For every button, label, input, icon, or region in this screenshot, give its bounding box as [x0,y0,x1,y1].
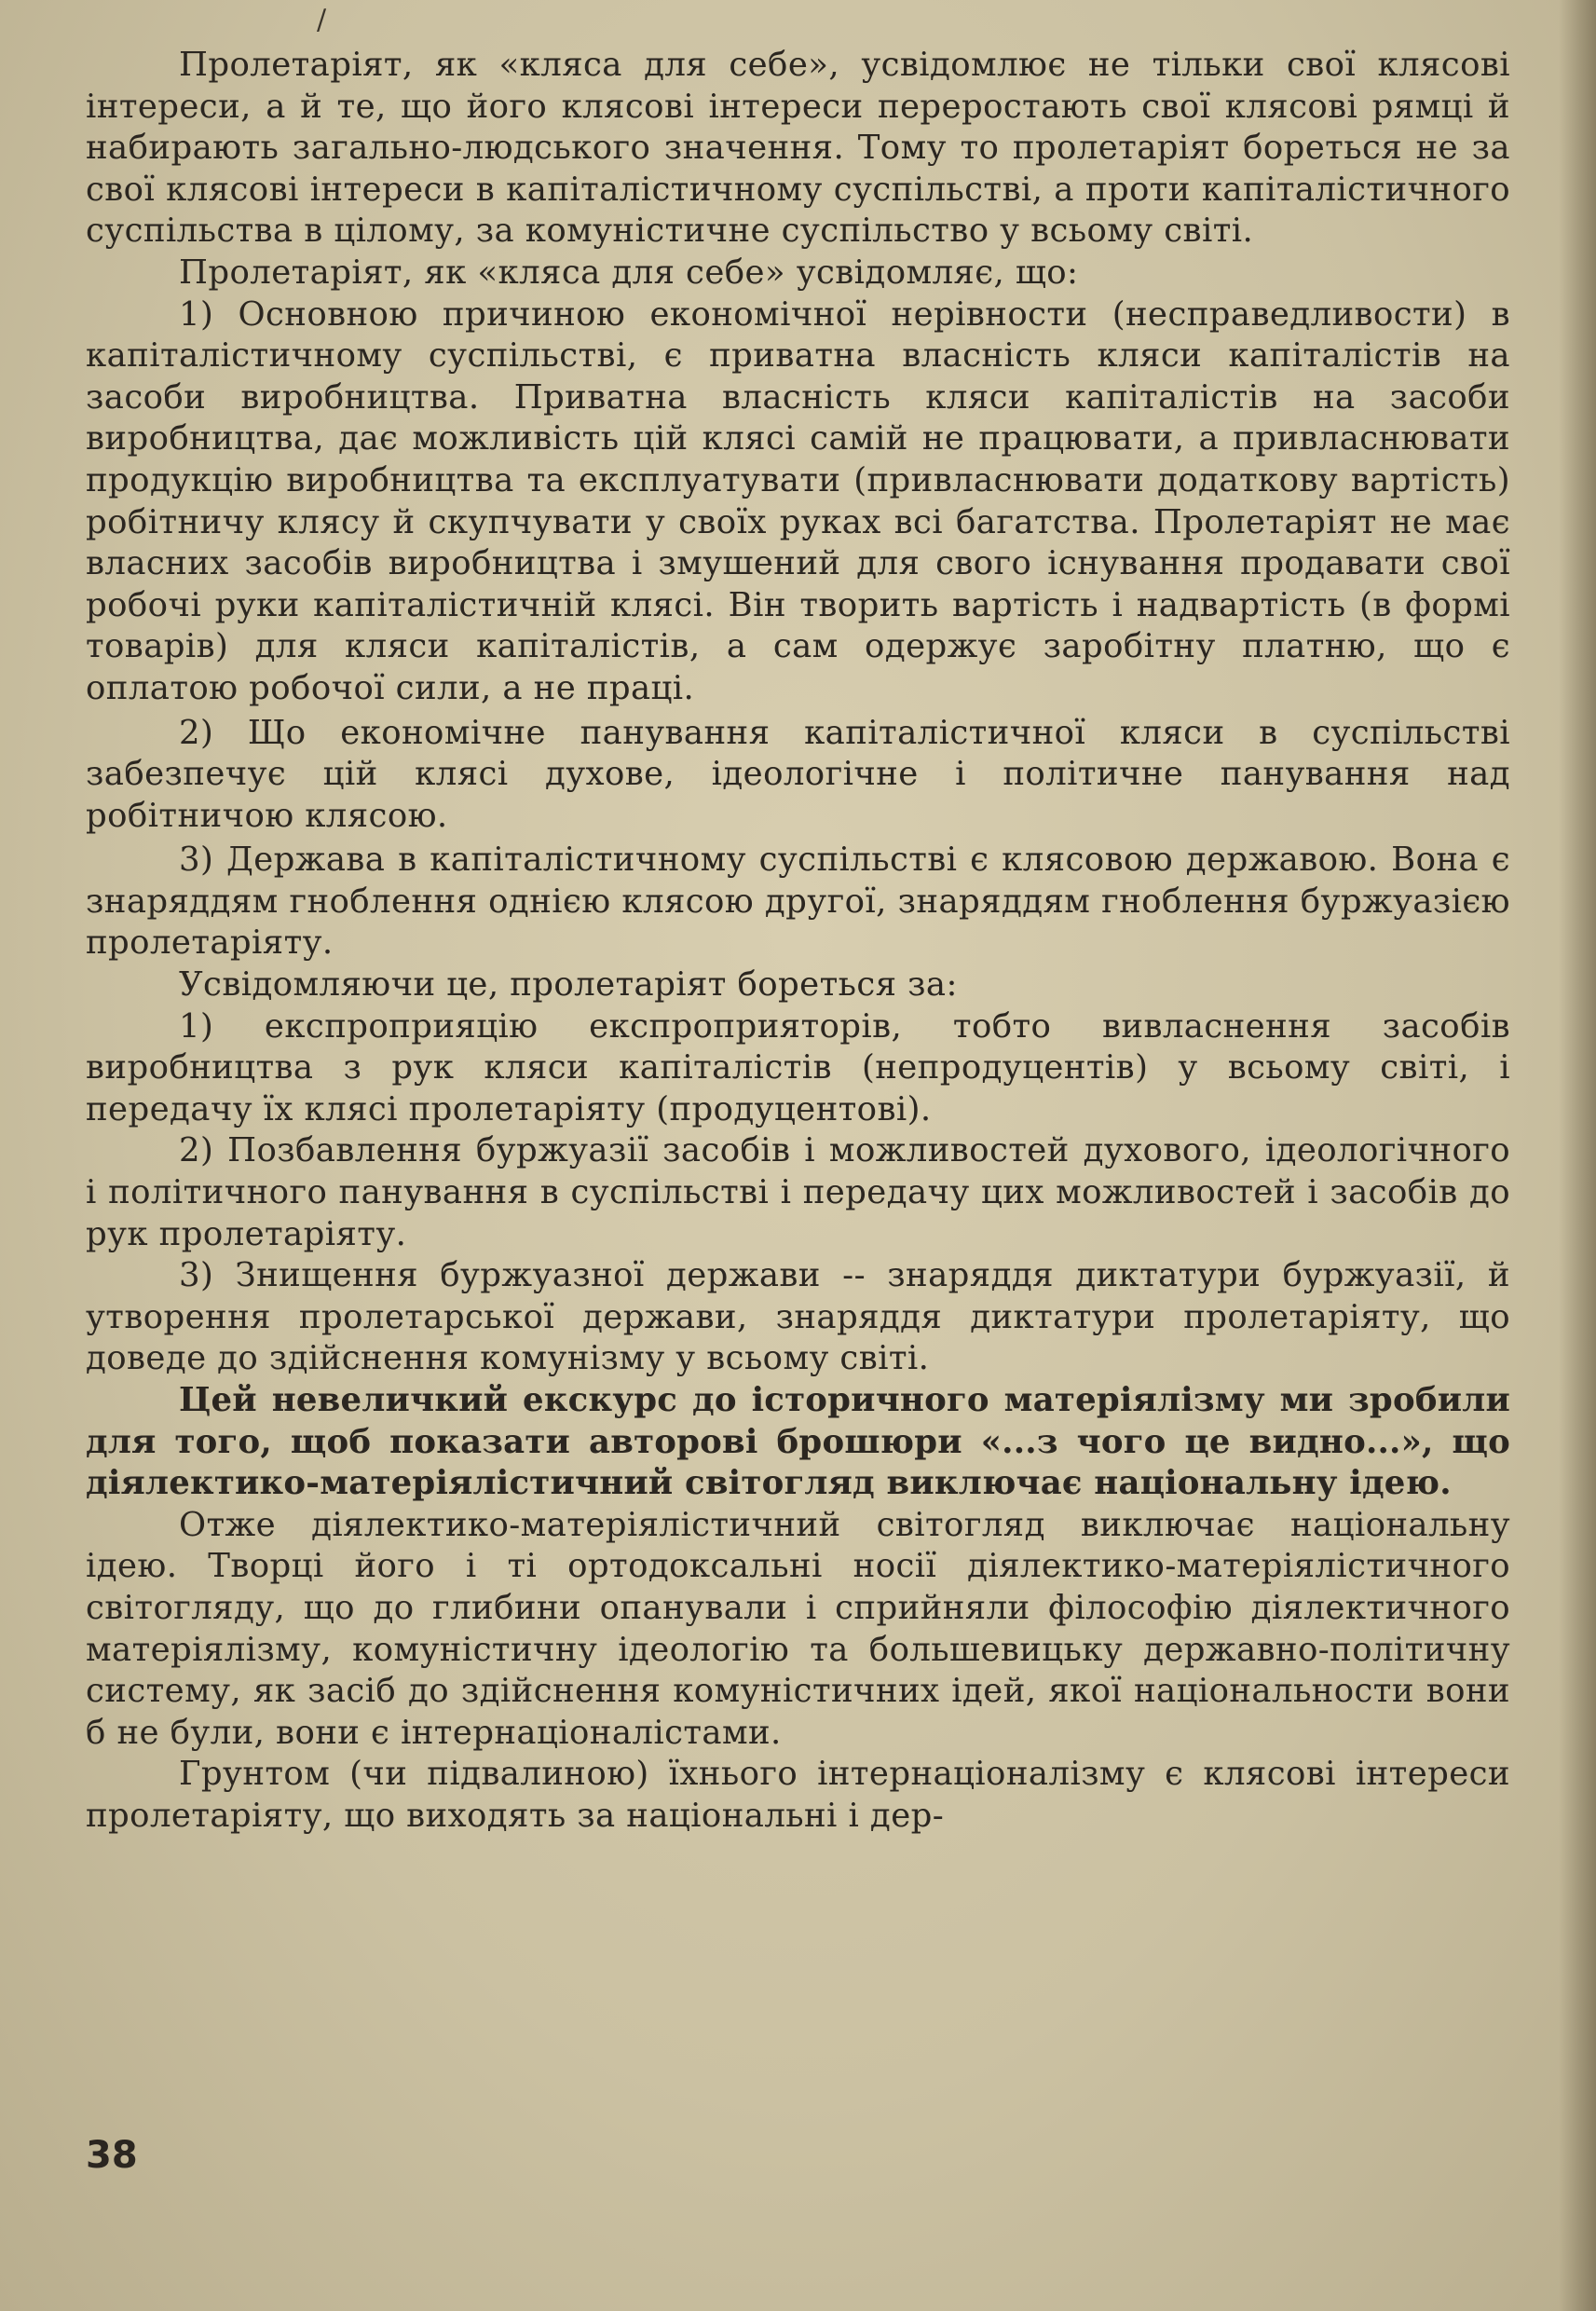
paragraph: 2) Що економічне панування капіталістичної кляси в суспільстві забезпечує цій клясі духове, ідеологічне і політичне панування над робітничою клясою. [86,713,1510,835]
paragraph: Пролетаріят, як «кляса для себе» усвідомляє, що: [179,253,1079,292]
paragraph: Грунтом (чи підвалиною) їхнього інтернаціоналізму є клясові інтереси пролетаріяту, що виходять за національні і дер- [86,1755,1510,1835]
paragraph: Пролетаріят, як «кляса для себе», усвідомлює не тільки свої клясові інтереси, а й те, що його клясові інтереси переростають свої клясові рямці й набирають загально-людського значення. Тому то пролетаріят бореться не за свої клясові інтереси в капіталістичному суспільстві, а проти капіталістичного суспільства в цілому, за комуністичне суспільство у всьому світі. [86,46,1510,251]
paragraph: 1) експроприяцію експроприяторів, тобто вивласнення засобів виробництва з рук кляси капіталістів (непродуцентів) у всьому світі, і передачу їх клясі пролетаріяту (продуцентові). [86,1006,1510,1128]
paragraph: Усвідомляючи це, пролетаріят бореться за: [179,965,958,1005]
pen-mark: / [317,4,327,36]
page-number: 38 [86,2134,138,2177]
paragraph: 3) Держава в капіталістичному суспільстві є клясовою державою. Вона є знаряддям гноблення однією клясою другої, знаряддям гноблення буржуазією пролетаріяту. [86,841,1510,963]
paragraph: 3) Знищення буржуазної держави -- знаряддя диктатури буржуазії, й утворення пролетарської держави, знаряддя диктатури пролетаріяту, що доведе до здійснення комунізму у всьому світі. [86,1256,1510,1378]
bold-paragraph: Цей невеличкий екскурс до історичного матеріялізму ми зробили для того, щоб показати авторові брошюри «...з чого це видно...», що діялектико-матеріялістичний світогляд виключає національну ідею. [86,1381,1510,1503]
paragraph: 1) Основною причиною економічної нерівности (несправедливости) в капіталістичному суспільстві, є приватна власність кляси капіталістів на засоби виробництва. Приватна власність кляси капіталістів на засоби виробництва, дає можливість цій клясі самій не працювати, а привласнювати продукцію виробництва та експлуатувати (привласнювати додаткову вартість) робітничу клясу й скупчувати у своїх руках всі багатства. Пролетаріят не має власних засобів виробництва і змушений для свого існування продавати свої робочі руки капіталістичній клясі. Він творить вартість і надвартість (в формі товарів) для кляси капіталістів, а сам одержує заробітну платню, що є оплатою робочої сили, а не праці. [86,294,1510,707]
paragraph: 2) Позбавлення буржуазії засобів і можливостей духового, ідеологічного і політичного панування в суспільстві і передачу цих можливостей і засобів до рук пролетаріяту. [86,1131,1510,1253]
body-text [86,45,1510,1838]
paragraph: Отже діялектико-матеріялістичний світогляд виключає національну ідею. Творці його і ті ортодоксальні носії діялектико-матеріялістичного світогляду, що до глибини опанували і сприйняли філософію діялектичного матеріялізму, комуністичну ідеологію та большевицьку державно-політичну систему, як засіб до здійснення комуністичних ідей, якої національности вони б не були, вони є інтернаціоналістами. [86,1505,1510,1752]
